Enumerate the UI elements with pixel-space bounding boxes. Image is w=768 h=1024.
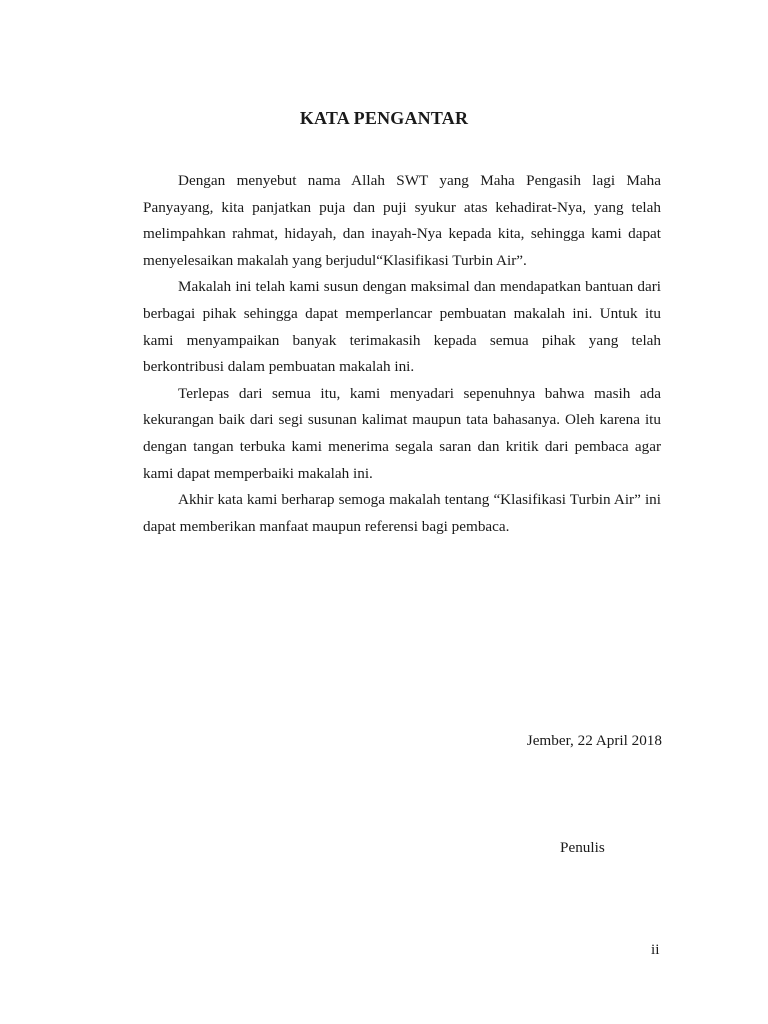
body-text [143,168,661,540]
place-date: Jember, 22 April 2018 [526,732,662,749]
page-number: ii [651,941,660,958]
paragraph-4: Akhir kata kami berharap semoga makalah tentang “Klasifikasi Turbin Air” ini dapat memberikan manfaat maupun referensi bagi pembaca. [143,491,661,535]
paragraph-1: Dengan menyebut nama Allah SWT yang Maha Pengasih lagi Maha Panyayang, kita panjatkan puja dan puji syukur atas kehadirat-Nya, yang telah melimpahkan rahmat, hidayah, dan inayah-Nya kepada kita, sehingga kami dapat menyelesaikan makalah yang berjudul“Klasifikasi Turbin Air”. [143,172,661,269]
page-title: KATA PENGANTAR [299,108,469,128]
paragraph-3: Terlepas dari semua itu, kami menyadari sepenuhnya bahwa masih ada kekurangan baik dari segi susunan kalimat maupun tata bahasanya. Oleh karena itu dengan tangan terbuka kami menerima segala saran dan kritik dari pembaca agar kami dapat memperbaiki makalah ini. [143,384,661,482]
paragraph-2: Makalah ini telah kami susun dengan maksimal dan mendapatkan bantuan dari berbagai pihak sehingga dapat memperlancar pembuatan makalah ini. Untuk itu kami menyampaikan banyak terimakasih kepada semua pihak yang telah berkontribusi dalam pembuatan makalah ini. [143,278,661,376]
author-signature: Penulis [560,839,605,856]
